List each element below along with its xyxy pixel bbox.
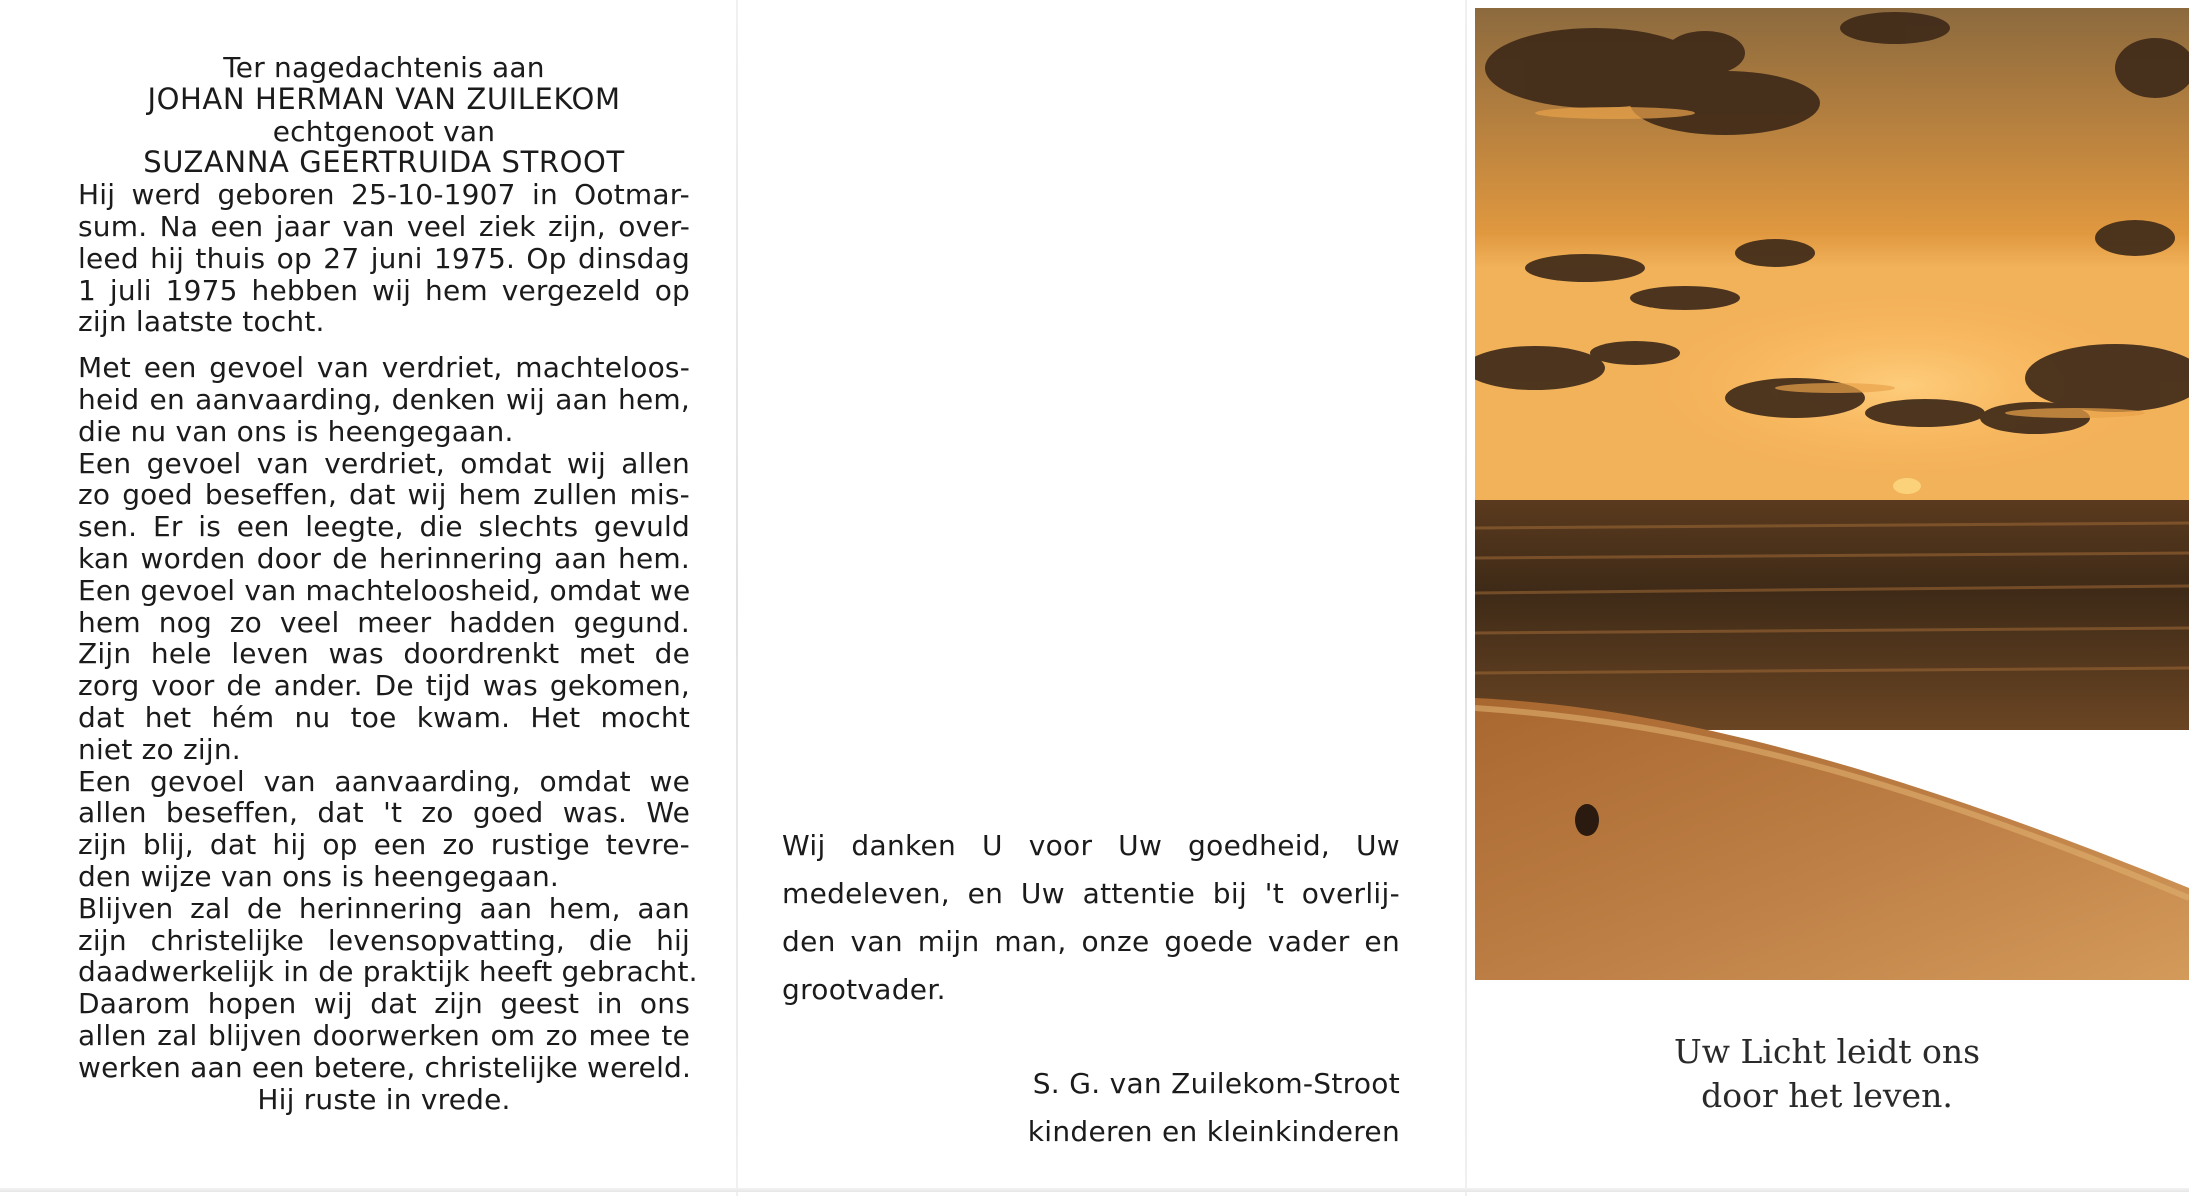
header-intro: Ter nagedachtenis aan bbox=[223, 51, 545, 84]
text-line: hem nog zo veel meer hadden gegund. bbox=[78, 605, 690, 639]
fold-line-right bbox=[1465, 0, 1467, 1196]
signature-family: kinderen en kleinkinderen bbox=[1027, 1115, 1400, 1148]
text-line: zijn blij, dat hij op een zo rustige tevre- bbox=[78, 828, 690, 862]
text-line: den wijze van ons is heengegaan. bbox=[78, 859, 560, 893]
text-line: dat het hém nu toe kwam. Het mocht bbox=[78, 700, 690, 734]
header-spouse-label: echtgenoot van bbox=[272, 114, 496, 148]
closing-line: Hij ruste in vrede. bbox=[257, 1082, 511, 1116]
text-line: Wij danken U voor Uw goedheid, Uw bbox=[782, 829, 1400, 862]
text-line: zo goed beseffen, dat wij hem zullen mis- bbox=[78, 478, 690, 512]
spouse-name: SUZANNA GEERTRUIDA STROOT bbox=[143, 145, 625, 180]
signature-name: S. G. van Zuilekom-Stroot bbox=[1032, 1067, 1400, 1100]
text-line: 1 juli 1975 hebben wij hem vergezeld op bbox=[78, 273, 690, 307]
left-panel bbox=[78, 51, 698, 1116]
text-line: grootvader. bbox=[782, 973, 946, 1006]
biography-paragraph bbox=[78, 179, 690, 338]
thanks-paragraph bbox=[782, 822, 1400, 1014]
text-line: zijn laatste tocht. bbox=[78, 305, 325, 339]
text-line: Met een gevoel van verdriet, machteloos- bbox=[78, 351, 690, 385]
text-line: Een gevoel van aanvaarding, omdat we bbox=[78, 764, 690, 798]
fold-line-left bbox=[736, 0, 738, 1196]
text-line: allen beseffen, dat 't zo goed was. We bbox=[78, 796, 690, 830]
text-line: Blijven zal de herinnering aan hem, aan bbox=[78, 891, 690, 925]
deceased-name: JOHAN HERMAN VAN ZUILEKOM bbox=[147, 81, 621, 116]
text-line: zorg voor de ander. De tijd was gekomen, bbox=[78, 669, 690, 703]
text-line: medeleven, en Uw attentie bij 't overlij- bbox=[782, 877, 1400, 910]
text-line: Hij werd geboren 25-10-1907 in Ootmar- bbox=[78, 178, 690, 212]
text-line: allen zal blijven doorwerken om zo mee te bbox=[78, 1018, 690, 1052]
photo-caption bbox=[1470, 1030, 2184, 1118]
text-line: Zijn hele leven was doordrenkt met de bbox=[78, 637, 690, 671]
text-line: Een gevoel van machteloosheid, omdat we bbox=[78, 573, 691, 607]
sunset-photo bbox=[1475, 8, 2189, 980]
text-line: leed hij thuis op 27 juni 1975. Op dinsdag bbox=[78, 241, 690, 275]
tribute-paragraph bbox=[78, 351, 698, 1084]
text-line: Daarom hopen wij dat zijn geest in ons bbox=[78, 987, 690, 1021]
text-line: den van mijn man, onze goede vader en bbox=[782, 925, 1400, 958]
card-bottom-edge bbox=[0, 1188, 2189, 1192]
signature-block bbox=[1020, 1060, 1400, 1156]
text-line: niet zo zijn. bbox=[78, 732, 241, 766]
text-line: die nu van ons is heengegaan. bbox=[78, 414, 514, 448]
text-line: zijn christelijke levensopvatting, die hij bbox=[78, 923, 690, 957]
text-line: kan worden door de herinnering aan hem. bbox=[78, 541, 690, 575]
text-line: werken aan een betere, christelijke wereld. bbox=[78, 1050, 692, 1084]
text-line: sum. Na een jaar van veel ziek zijn, over- bbox=[78, 209, 690, 243]
text-line: daadwerkelijk in de praktijk heeft gebracht. bbox=[78, 955, 698, 989]
caption-line: door het leven. bbox=[1701, 1076, 1953, 1115]
sun-icon bbox=[1893, 478, 1921, 494]
text-line: sen. Er is een leegte, die slechts gevuld bbox=[78, 510, 690, 544]
caption-line: Uw Licht leidt ons bbox=[1673, 1032, 1981, 1071]
text-line: Een gevoel van verdriet, omdat wij allen bbox=[78, 446, 690, 480]
text-line: heid en aanvaarding, denken wij aan hem, bbox=[78, 382, 690, 416]
